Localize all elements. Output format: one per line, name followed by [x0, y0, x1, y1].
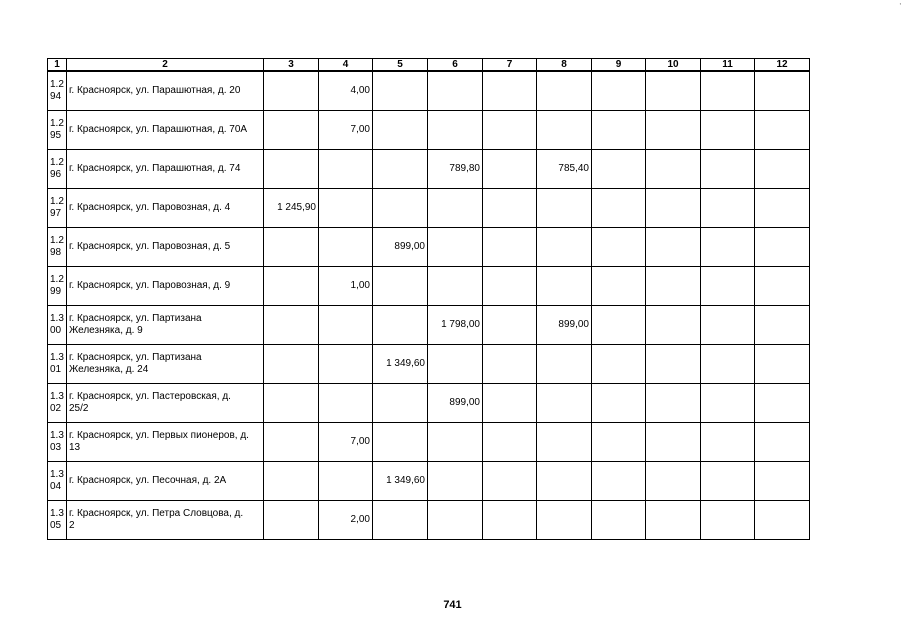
value-cell-col-6: 789,80	[428, 150, 483, 189]
address-line: 13	[69, 442, 81, 453]
row-number-part: 1.2	[50, 274, 64, 285]
value-cell-col-10	[646, 111, 701, 150]
row-number-part: 05	[50, 520, 62, 531]
row-number-part: 94	[50, 91, 62, 102]
column-header-4: 4	[319, 59, 373, 72]
row-number-cell	[48, 501, 67, 540]
value-cell-col-9	[592, 306, 646, 345]
address-line: г. Красноярск, ул. Парашютная, д. 20	[69, 85, 241, 96]
value-cell-col-8	[537, 189, 592, 228]
row-number-part: 1.3	[50, 430, 64, 441]
value-cell-col-10	[646, 189, 701, 228]
column-header-3: 3	[264, 59, 319, 72]
value-cell-col-11	[701, 111, 755, 150]
value-cell-col-3	[264, 345, 319, 384]
address-line: г. Красноярск, ул. Пастеровская, д.	[69, 391, 231, 402]
value-cell-col-12	[755, 462, 810, 501]
row-number-cell	[48, 189, 67, 228]
value-cell-col-3	[264, 71, 319, 111]
address-line: г. Красноярск, ул. Первых пионеров, д.	[69, 430, 249, 441]
column-header-9: 9	[592, 59, 646, 72]
value-cell-col-10	[646, 267, 701, 306]
row-number-part: 03	[50, 442, 62, 453]
address-cell	[67, 384, 264, 423]
value-cell-col-12	[755, 501, 810, 540]
row-number-cell	[48, 384, 67, 423]
value-cell-col-11	[701, 501, 755, 540]
value-cell-col-4	[319, 306, 373, 345]
value-cell-col-8	[537, 111, 592, 150]
row-number-part: 99	[50, 286, 62, 297]
row-number-part: 02	[50, 403, 62, 414]
value-cell-col-8	[537, 345, 592, 384]
value-cell-col-5: 1 349,60	[373, 345, 428, 384]
value-cell-col-3: 1 245,90	[264, 189, 319, 228]
value-cell-col-12	[755, 345, 810, 384]
row-number-part: 98	[50, 247, 62, 258]
value-cell-col-12	[755, 150, 810, 189]
value-cell-col-7	[483, 71, 537, 111]
table-row	[48, 345, 810, 384]
value-cell-col-12	[755, 423, 810, 462]
address-line: г. Красноярск, ул. Петра Словцова, д.	[69, 508, 244, 519]
value-cell-col-12	[755, 228, 810, 267]
value-cell-col-3	[264, 267, 319, 306]
value-cell-col-7	[483, 228, 537, 267]
table-row	[48, 111, 810, 150]
value-cell-col-11	[701, 189, 755, 228]
value-cell-col-3	[264, 228, 319, 267]
row-number-part: 1.2	[50, 79, 64, 90]
row-number-part: 95	[50, 130, 62, 141]
value-cell-col-9	[592, 228, 646, 267]
address-cell	[67, 501, 264, 540]
address-cell	[67, 111, 264, 150]
value-cell-col-5	[373, 111, 428, 150]
value-cell-col-4: 2,00	[319, 501, 373, 540]
value-cell-col-11	[701, 345, 755, 384]
value-cell-col-9	[592, 111, 646, 150]
row-number-cell	[48, 345, 67, 384]
value-cell-col-10	[646, 423, 701, 462]
value-cell-col-8	[537, 228, 592, 267]
value-cell-col-10	[646, 501, 701, 540]
value-cell-col-11	[701, 306, 755, 345]
column-header-2: 2	[67, 59, 264, 72]
address-cell	[67, 462, 264, 501]
value-cell-col-10	[646, 462, 701, 501]
value-cell-col-4	[319, 189, 373, 228]
value-cell-col-9	[592, 71, 646, 111]
value-cell-col-6: 899,00	[428, 384, 483, 423]
value-cell-col-8	[537, 71, 592, 111]
value-cell-col-4: 4,00	[319, 71, 373, 111]
value-cell-col-4: 7,00	[319, 423, 373, 462]
value-cell-col-10	[646, 345, 701, 384]
row-number-part: 1.2	[50, 118, 64, 129]
value-cell-col-9	[592, 423, 646, 462]
value-cell-col-4: 1,00	[319, 267, 373, 306]
table-row	[48, 228, 810, 267]
address-cell	[67, 150, 264, 189]
row-number-part: 1.3	[50, 391, 64, 402]
value-cell-col-9	[592, 462, 646, 501]
row-number-part: 00	[50, 325, 62, 336]
value-cell-col-6	[428, 423, 483, 462]
address-line: г. Красноярск, ул. Партизана	[69, 352, 202, 363]
value-cell-col-8: 899,00	[537, 306, 592, 345]
row-number-part: 1.3	[50, 352, 64, 363]
value-cell-col-5	[373, 267, 428, 306]
row-number-cell	[48, 228, 67, 267]
column-header-6: 6	[428, 59, 483, 72]
value-cell-col-5	[373, 501, 428, 540]
row-number-part: 96	[50, 169, 62, 180]
value-cell-col-5: 899,00	[373, 228, 428, 267]
value-cell-col-12	[755, 111, 810, 150]
row-number-part: 1.2	[50, 196, 64, 207]
column-header-1: 1	[48, 59, 67, 72]
value-cell-col-12	[755, 384, 810, 423]
value-cell-col-7	[483, 111, 537, 150]
value-cell-col-7	[483, 423, 537, 462]
value-cell-col-6	[428, 71, 483, 111]
value-cell-col-10	[646, 71, 701, 111]
address-cell	[67, 228, 264, 267]
value-cell-col-3	[264, 306, 319, 345]
column-header-5: 5	[373, 59, 428, 72]
value-cell-col-5	[373, 71, 428, 111]
address-cell	[67, 423, 264, 462]
value-cell-col-11	[701, 150, 755, 189]
value-cell-col-5: 1 349,60	[373, 462, 428, 501]
table-row	[48, 150, 810, 189]
value-cell-col-9	[592, 384, 646, 423]
value-cell-col-8: 785,40	[537, 150, 592, 189]
value-cell-col-11	[701, 71, 755, 111]
value-cell-col-10	[646, 228, 701, 267]
corner-mark: '	[899, 2, 901, 11]
row-number-part: 1.2	[50, 235, 64, 246]
value-cell-col-3	[264, 111, 319, 150]
address-line: г. Красноярск, ул. Паровозная, д. 5	[69, 241, 231, 252]
value-cell-col-4	[319, 150, 373, 189]
value-cell-col-11	[701, 423, 755, 462]
value-cell-col-10	[646, 150, 701, 189]
value-cell-col-6	[428, 189, 483, 228]
row-number-part: 97	[50, 208, 62, 219]
value-cell-col-3	[264, 501, 319, 540]
address-line: 25/2	[69, 403, 89, 414]
value-cell-col-3	[264, 462, 319, 501]
value-cell-col-10	[646, 306, 701, 345]
row-number-cell	[48, 462, 67, 501]
value-cell-col-12	[755, 306, 810, 345]
value-cell-col-9	[592, 189, 646, 228]
address-line: г. Красноярск, ул. Партизана	[69, 313, 202, 324]
row-number-cell	[48, 111, 67, 150]
value-cell-col-6	[428, 345, 483, 384]
value-cell-col-4	[319, 462, 373, 501]
value-cell-col-10	[646, 384, 701, 423]
value-cell-col-7	[483, 345, 537, 384]
value-cell-col-7	[483, 189, 537, 228]
row-number-cell	[48, 267, 67, 306]
value-cell-col-9	[592, 345, 646, 384]
column-header-11: 11	[701, 59, 755, 72]
value-cell-col-6	[428, 501, 483, 540]
value-cell-col-7	[483, 384, 537, 423]
table-row	[48, 267, 810, 306]
table-row	[48, 501, 810, 540]
value-cell-col-7	[483, 267, 537, 306]
value-cell-col-5	[373, 423, 428, 462]
value-cell-col-5	[373, 189, 428, 228]
row-number-cell	[48, 150, 67, 189]
address-line: Железняка, д. 9	[69, 325, 143, 336]
value-cell-col-9	[592, 267, 646, 306]
address-cell	[67, 345, 264, 384]
value-cell-col-8	[537, 501, 592, 540]
value-cell-col-12	[755, 267, 810, 306]
table-row	[48, 462, 810, 501]
value-cell-col-4	[319, 228, 373, 267]
value-cell-col-12	[755, 71, 810, 111]
address-line: г. Красноярск, ул. Парашютная, д. 70А	[69, 124, 248, 135]
address-line: Железняка, д. 24	[69, 364, 149, 375]
value-cell-col-4	[319, 345, 373, 384]
address-line: г. Красноярск, ул. Парашютная, д. 74	[69, 163, 241, 174]
row-number-cell	[48, 306, 67, 345]
value-cell-col-7	[483, 150, 537, 189]
data-table	[47, 58, 810, 540]
value-cell-col-11	[701, 462, 755, 501]
table-row	[48, 423, 810, 462]
value-cell-col-7	[483, 462, 537, 501]
address-cell	[67, 189, 264, 228]
value-cell-col-8	[537, 267, 592, 306]
value-cell-col-5	[373, 384, 428, 423]
row-number-cell	[48, 423, 67, 462]
column-header-12: 12	[755, 59, 810, 72]
value-cell-col-8	[537, 384, 592, 423]
value-cell-col-6	[428, 111, 483, 150]
address-line: г. Красноярск, ул. Паровозная, д. 4	[69, 202, 231, 213]
table-row	[48, 306, 810, 345]
value-cell-col-3	[264, 384, 319, 423]
value-cell-col-11	[701, 267, 755, 306]
address-line: г. Красноярск, ул. Песочная, д. 2А	[69, 475, 227, 486]
row-number-part: 1.3	[50, 508, 64, 519]
header-row	[48, 59, 810, 72]
value-cell-col-3	[264, 423, 319, 462]
table-row	[48, 189, 810, 228]
value-cell-col-9	[592, 150, 646, 189]
column-header-10: 10	[646, 59, 701, 72]
table-row	[48, 71, 810, 111]
value-cell-col-4	[319, 384, 373, 423]
value-cell-col-5	[373, 150, 428, 189]
row-number-part: 1.2	[50, 157, 64, 168]
value-cell-col-3	[264, 150, 319, 189]
value-cell-col-6	[428, 228, 483, 267]
value-cell-col-11	[701, 228, 755, 267]
address-line: 2	[69, 520, 75, 531]
address-cell	[67, 306, 264, 345]
table-body	[48, 71, 810, 540]
value-cell-col-6	[428, 267, 483, 306]
value-cell-col-12	[755, 189, 810, 228]
page-number: 741	[443, 599, 462, 611]
value-cell-col-9	[592, 501, 646, 540]
value-cell-col-6: 1 798,00	[428, 306, 483, 345]
value-cell-col-4: 7,00	[319, 111, 373, 150]
value-cell-col-6	[428, 462, 483, 501]
value-cell-col-7	[483, 306, 537, 345]
table-row	[48, 384, 810, 423]
row-number-cell	[48, 71, 67, 111]
column-header-7: 7	[483, 59, 537, 72]
value-cell-col-7	[483, 501, 537, 540]
row-number-part: 1.3	[50, 313, 64, 324]
address-cell	[67, 71, 264, 111]
row-number-part: 1.3	[50, 469, 64, 480]
value-cell-col-5	[373, 306, 428, 345]
value-cell-col-8	[537, 423, 592, 462]
address-line: г. Красноярск, ул. Паровозная, д. 9	[69, 280, 231, 291]
column-header-8: 8	[537, 59, 592, 72]
address-cell	[67, 267, 264, 306]
value-cell-col-8	[537, 462, 592, 501]
value-cell-col-11	[701, 384, 755, 423]
row-number-part: 01	[50, 364, 62, 375]
row-number-part: 04	[50, 481, 62, 492]
